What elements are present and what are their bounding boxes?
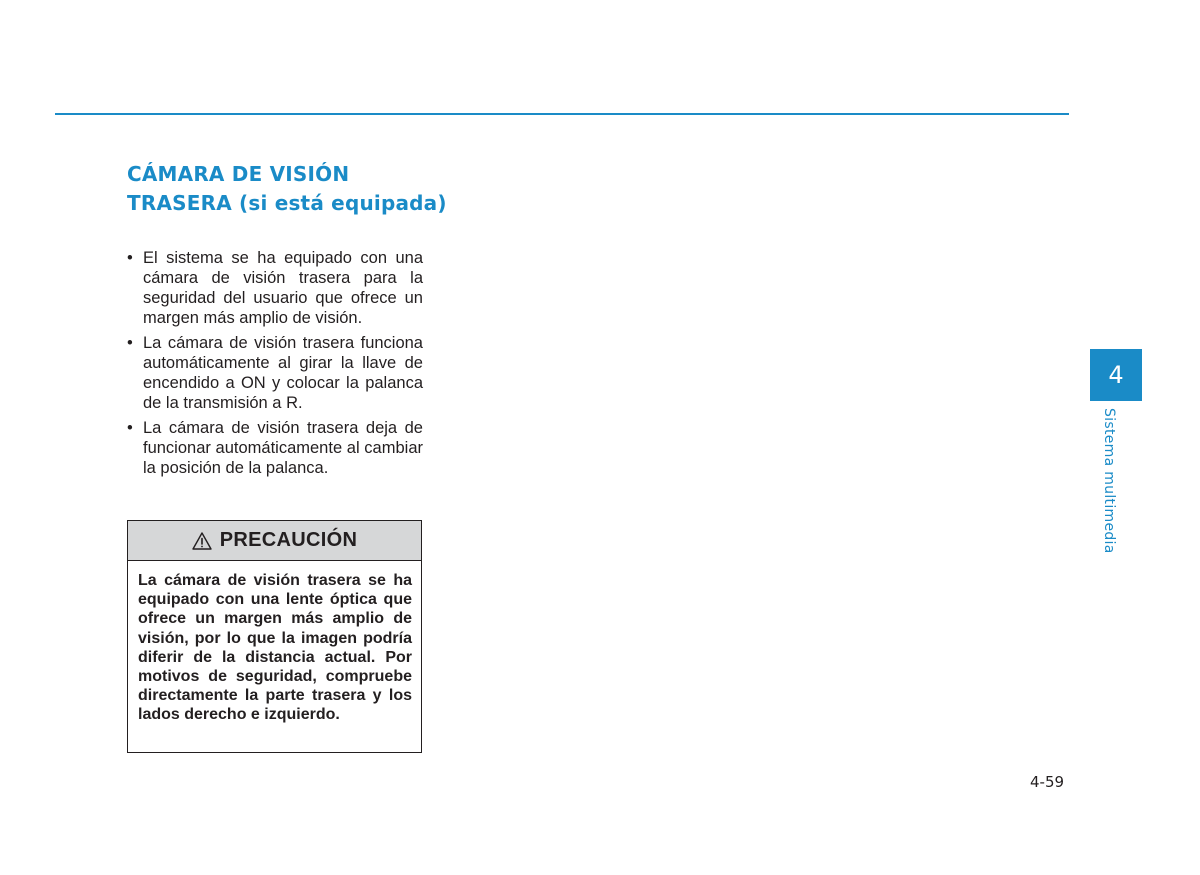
caution-box — [127, 520, 422, 753]
caution-body: La cámara de visión trasera se ha equipado con una lente óptica que ofrece un margen más amplio de visión, por lo que la imagen podría diferir de la distancia actual. Por motivos de seguridad, compruebe directamente la parte trasera y los lados derecho e izquierdo. — [138, 572, 412, 724]
chapter-number-tab — [1090, 349, 1142, 401]
bullet-text: La cámara de visión trasera deja de funcionar automáticamente al cambiar la posición de la palanca. — [143, 419, 423, 477]
section-title-line-2: TRASERA (si está equipada) — [127, 191, 447, 215]
bullet-list — [127, 248, 423, 483]
bullet-marker: • — [127, 419, 133, 437]
bullet-marker: • — [127, 249, 133, 267]
header-rule — [55, 113, 1069, 115]
bullet-marker: • — [127, 334, 133, 352]
bullet-item — [127, 248, 423, 328]
bullet-text: El sistema se ha equipado con una cámara de visión trasera para la seguridad del usuario que ofrece un margen más amplio de visión. — [143, 249, 423, 327]
section-title — [127, 160, 447, 218]
section-title-line-1: CÁMARA DE VISIÓN — [127, 162, 350, 186]
bullet-item — [127, 333, 423, 413]
caution-header — [128, 521, 421, 561]
bullet-item — [127, 418, 423, 478]
page-number: 4-59 — [1030, 773, 1065, 791]
warning-triangle-icon — [192, 531, 212, 551]
chapter-name: Sistema multimedia — [1101, 408, 1117, 554]
caution-title: PRECAUCIÓN — [219, 529, 358, 551]
bullet-text: La cámara de visión trasera funciona automáticamente al girar la llave de encendido a ON y colocar la palanca de la transmisión a R. — [143, 334, 423, 412]
chapter-number: 4 — [1108, 361, 1124, 389]
